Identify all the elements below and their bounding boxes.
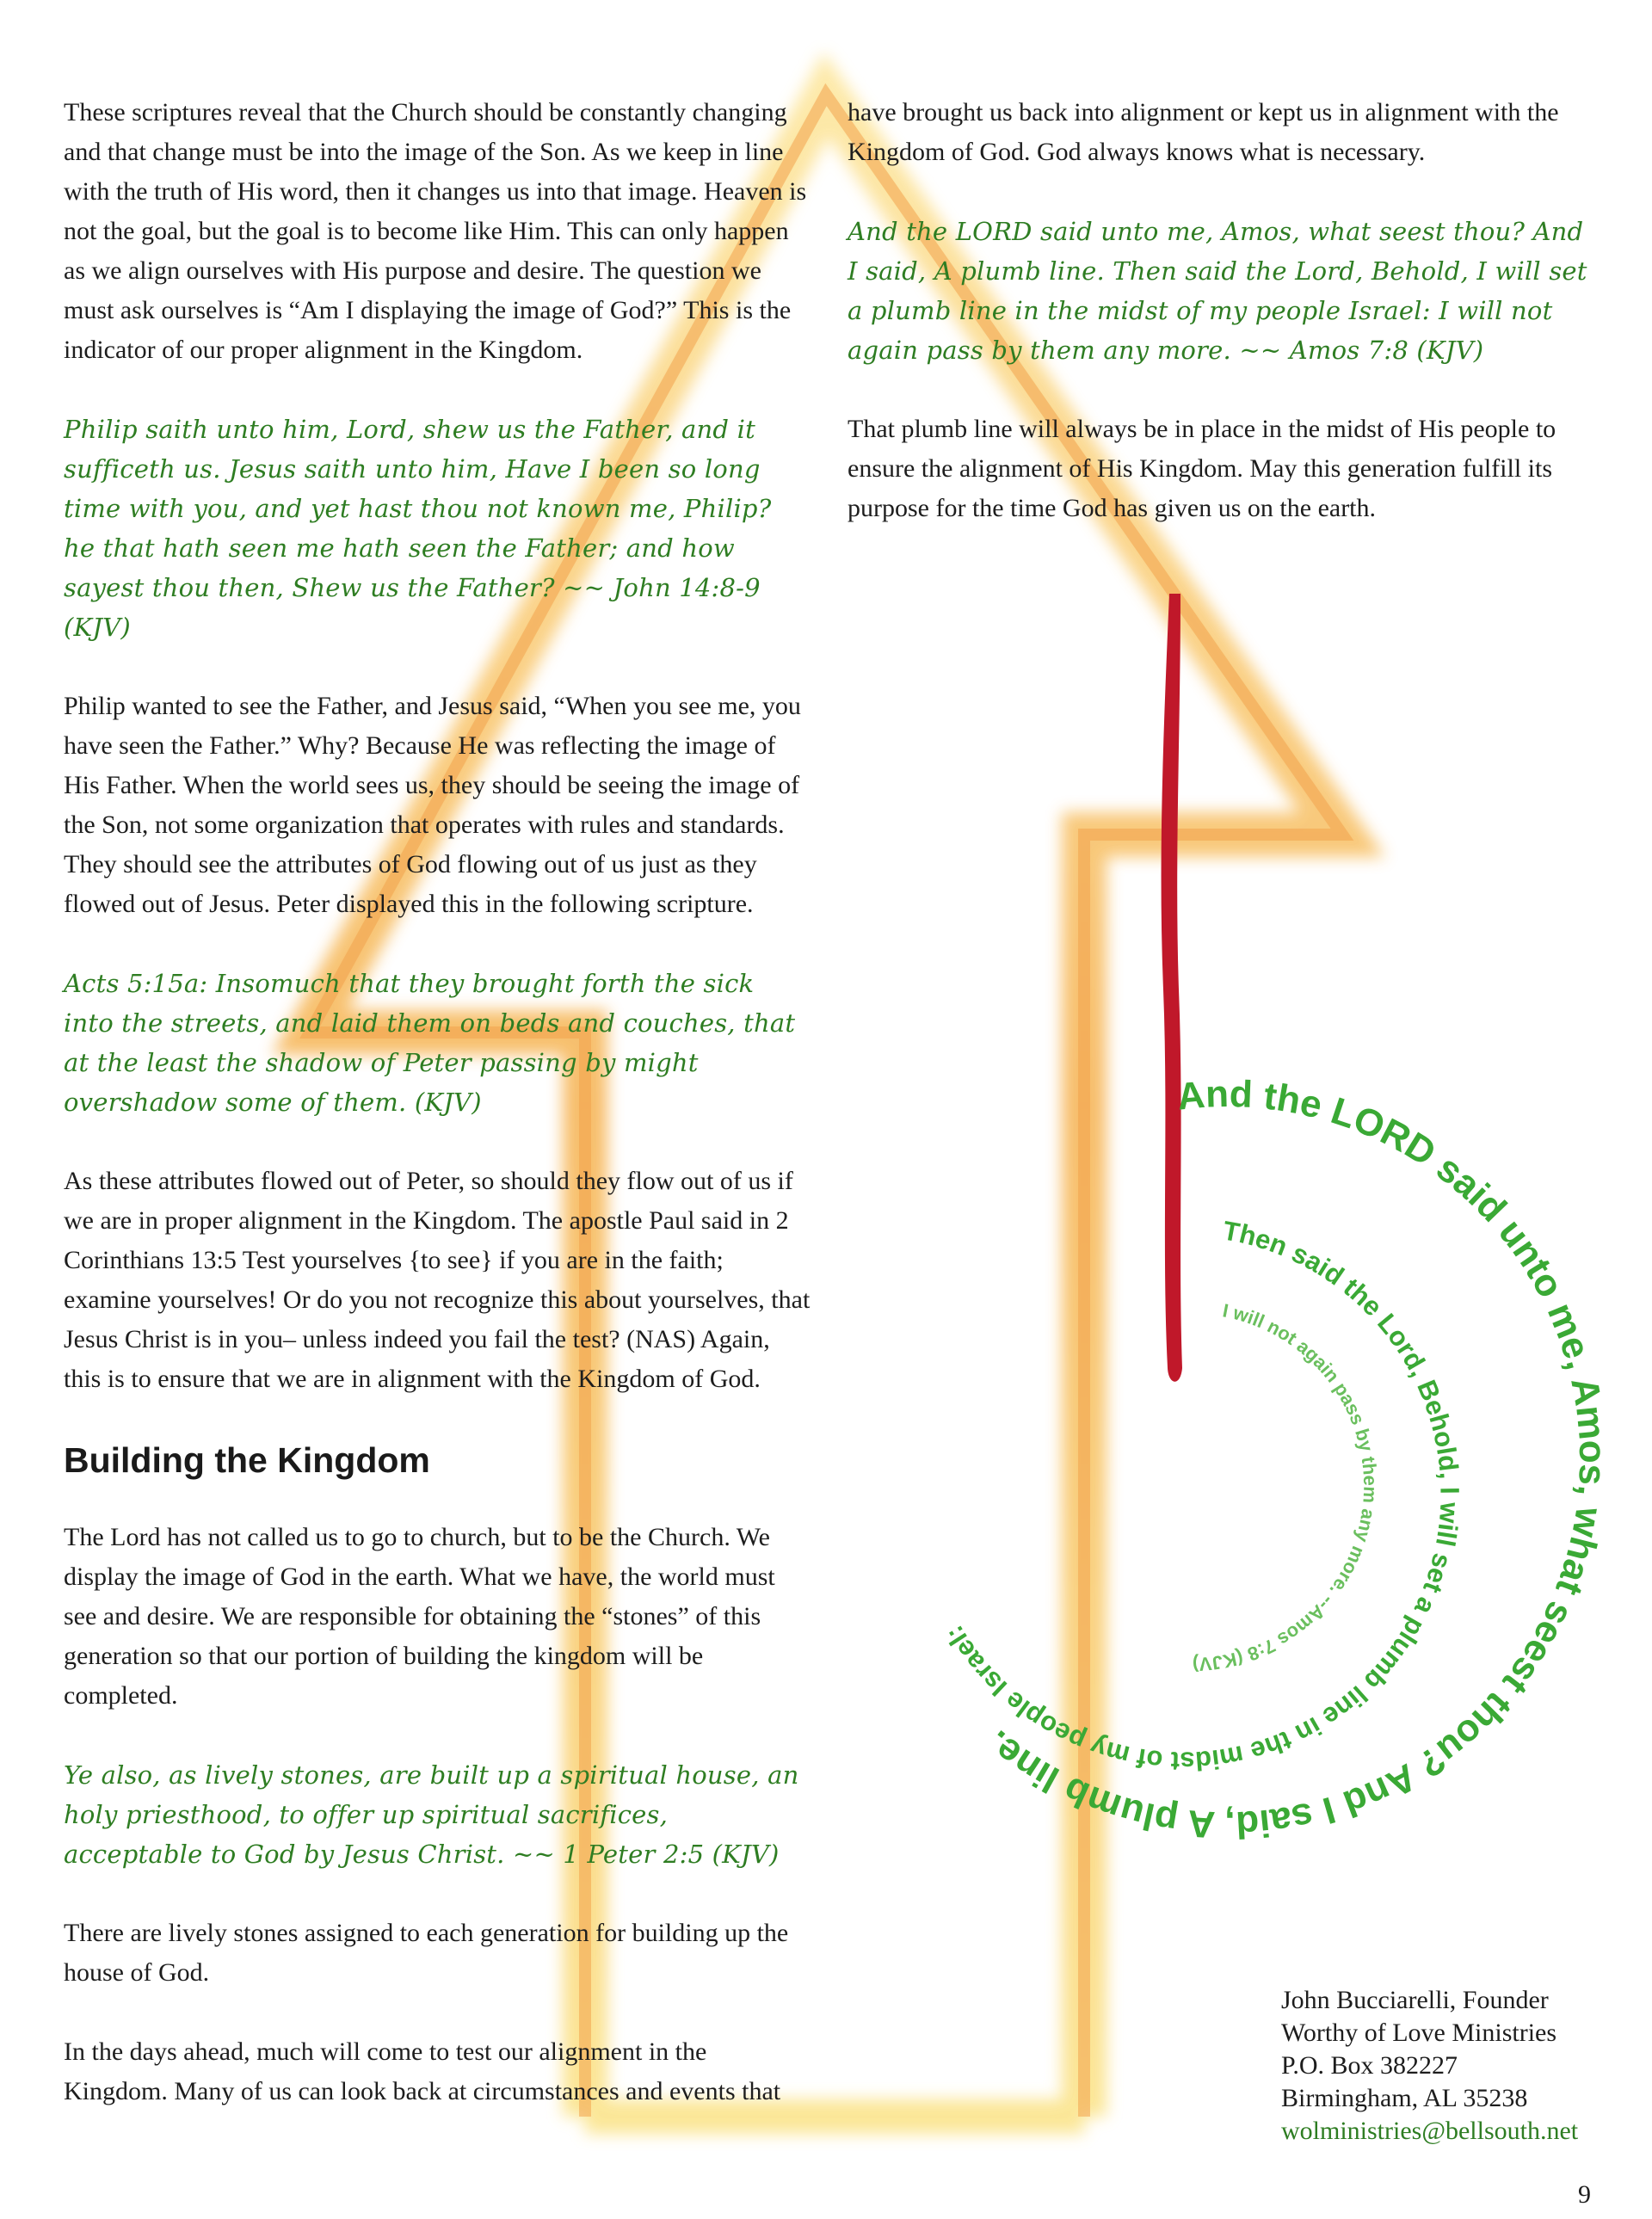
contact-name: John Bucciarelli, Founder bbox=[1281, 1986, 1549, 2014]
contact-city: Birmingham, AL 35238 bbox=[1281, 2084, 1528, 2112]
scripture-quote: Acts 5:15a: Insomuch that they brought forth the sick into the streets, and laid them on beds and couches, that at the least the shadow of Peter passing by might overshadow some of them. (KJV) bbox=[64, 969, 796, 1117]
spiral-line-1: And the LORD said unto me, Amos, what seest thou? And I said, A plumb line. bbox=[977, 1072, 1614, 1846]
section-heading: Building the Kingdom bbox=[64, 1440, 430, 1480]
paragraph: These scriptures reveal that the Church should be constantly changing and that change must be into the image of the Son. As we keep in line with the truth of His word, then it changes us into that image. Heaven is not the goal, but the goal is to become like Him. This can only happen as we align ourselves with His purpose and desire. The question we must ask ourselves is “Am I displaying the image of God?” This is the indicator of our proper alignment in the Kingdom. bbox=[64, 98, 807, 364]
contact-email-link[interactable]: wolministries@bellsouth.net bbox=[1281, 2117, 1579, 2145]
spiral-scripture bbox=[939, 1073, 1613, 1846]
paragraph: Philip wanted to see the Father, and Jesus said, “When you see me, you have seen the Father.” Why? Because He was reflecting the image of His Father. When the world sees us, they should be seeing the image of the Son, not some organization that operates with rules and standards. They should see the attributes of God flowing out of us just as they flowed out of Jesus. Peter displayed this in the following scripture. bbox=[64, 692, 801, 918]
contact-organization: Worthy of Love Ministries bbox=[1281, 2019, 1557, 2047]
contact-block bbox=[1281, 1984, 1625, 2148]
left-column bbox=[64, 93, 811, 2151]
right-column bbox=[848, 93, 1596, 568]
scripture-quote: And the LORD said unto me, Amos, what seest thou? And I said, A plumb line. Then said the Lord, Behold, I will set a plumb line in the midst of my people Israel: I will not again pass by them any more. ~~ Amos 7:8 (KJV) bbox=[848, 217, 1587, 365]
plumb-line bbox=[1162, 594, 1182, 1382]
spiral-line-2: Then said the Lord, Behold, I will set a plumb line in the midst of my people Israel: bbox=[938, 1215, 1465, 1777]
paragraph: As these attributes flowed out of Peter, so should they flow out of us if we are in proper alignment in the Kingdom. The apostle Paul said in 2 Corinthians 13:5 Test yourselves {to see} if you are in the faith; examine yourselves! Or do you not recognize this about yourselves, that Jesus Christ is in you– unless indeed you fail the test? (NAS) Again, this is to ensure that we are in alignment with the Kingdom of God. bbox=[64, 1167, 811, 1393]
paragraph: There are lively stones assigned to each generation for building up the house of God. bbox=[64, 1919, 789, 1987]
scripture-quote: Ye also, as lively stones, are built up a spiritual house, an holy priesthood, to offer up spiritual sacrifices, acceptable to God by Jesus Christ. ~~ 1 Peter 2:5 (KJV) bbox=[64, 1760, 799, 1869]
contact-po-box: P.O. Box 382227 bbox=[1281, 2051, 1458, 2080]
page-number: 9 bbox=[1578, 2180, 1591, 2209]
scripture-quote: Philip saith unto him, Lord, shew us the Father, and it sufficeth us. Jesus saith unto him, Have I been so long time with you, and yet hast thou not known me, Philip? he that hath seen me hath seen the Father; and how sayest thou then, Shew us the Father? ~~ John 14:8-9 (KJV) bbox=[64, 415, 772, 642]
paragraph: In the days ahead, much will come to test our alignment in the Kingdom. Many of us can look back at circumstances and events that bbox=[64, 2037, 781, 2105]
spiral-line-3: I will not again pass by them any more. --Amos 7:8 (KJV) bbox=[1192, 1299, 1382, 1675]
paragraph: have brought us back into alignment or kept us in alignment with the Kingdom of God. God always knows what is necessary. bbox=[848, 98, 1559, 166]
paragraph: That plumb line will always be in place in the midst of His people to ensure the alignment of His Kingdom. May this generation fulfill its purpose for the time God has given us on the earth. bbox=[848, 415, 1556, 522]
paragraph: The Lord has not called us to go to church, but to be the Church. We display the image of God in the earth. What we have, the world must see and desire. We are responsible for obtaining the “stones” of this generation so that our portion of building the kingdom will be completed. bbox=[64, 1523, 775, 1710]
